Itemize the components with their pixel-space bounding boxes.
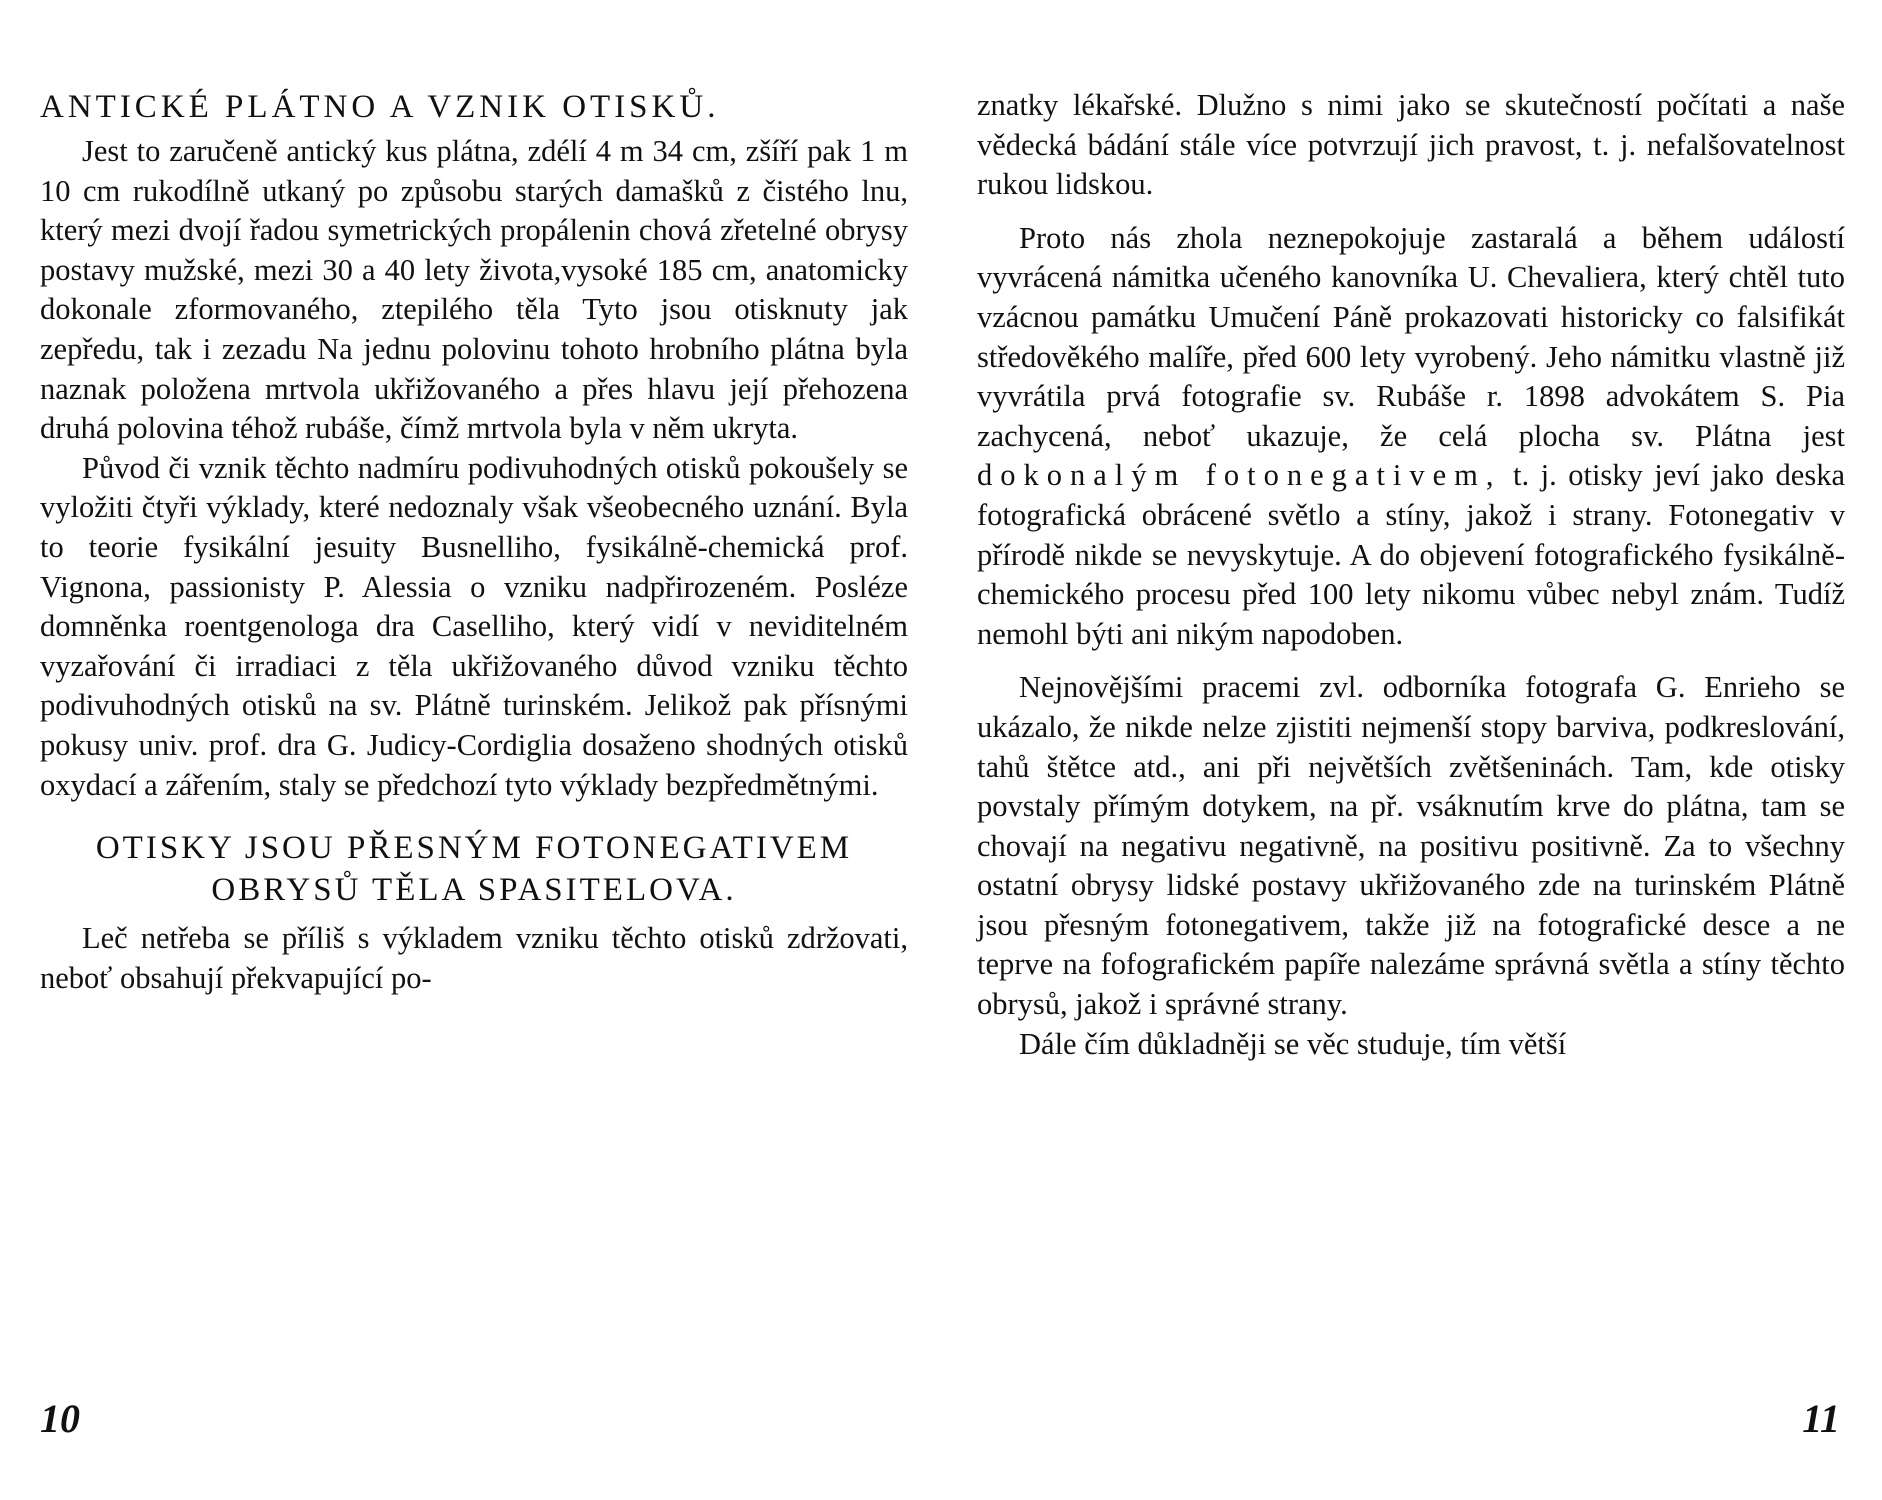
- paragraph: Leč netřeba se příliš s výkladem vzniku těchto otisků zdržovati, neboť obsahují překvapující po-: [40, 921, 908, 995]
- paragraph: Jest to zaručeně antický kus plátna, zdélí 4 m 34 cm, zšíří pak 1 m 10 cm rukodílně utkaný po způsobu starých damašků z čistého lnu, který mezi dvojí řadou symetrických propálenin chová zřetelné obrysy postavy mužské, mezi 30 a 40 lety života,vysoké 185 cm, anatomicky dokonale zformovaného, ztepilého těla Tyto jsou otisknuty jak zepředu, tak i zezadu Na jednu polovinu tohoto hrobního plátna byla naznak položena mrtvola ukřižovaného a přes hlavu její přehozena druhá polovina téhož rubáše, čímž mrtvola byla v něm ukryta.: [40, 134, 908, 446]
- paragraph-text: t. j. otisky jeví jako deska fotografická obrácené světlo a stíny, jakož i strany. Fotonegativ v přírodě nikde se nevyskytuje. A do objevení fotografického fysikálně-chemického procesu před 100 lety nikomu vůbec nebyl znám. Tudíž nemohl býti ani nikým napodoben.: [977, 458, 1845, 651]
- section-heading-line: OTISKY JSOU PŘESNÝM FOTONEGATIVEM: [95, 830, 853, 867]
- right-text-column: [977, 86, 1845, 1064]
- paragraph-continuation: znatky lékařské. Dlužno s nimi jako se skutečností počítati a naše vědecká bádání stále více potvrzují jich pravost, t. j. nefalšovatelnost rukou lidskou.: [977, 88, 1845, 202]
- paragraph: Původ či vznik těchto nadmíru podivuhodných otisků pokoušely se vyložiti čtyři výklady, které nedoznaly však všeobecného uznání. Byla to teorie fysikální jesuity Busnelliho, fysikálně-chemická prof. Vignona, passionisty P. Alessia o vzniku nadpřirozeném. Posléze domněnka roentgenologa dra Caselliho, který vidí v neviditelném vyzařování či irradiaci z těla ukřižovaného důvod vzniku těchto podivuhodných otisků na sv. Plátně turinském. Jelikož pak přísnými pokusy univ. prof. dra G. Judicy-Cordiglia dosaženo shodných otisků oxydací a zářením, staly se předchozí tyto výklady bezpředmětnými.: [40, 450, 908, 802]
- emphasized-text: dokonalým fotonegativem,: [977, 458, 1502, 493]
- section-heading-2: [40, 827, 908, 911]
- paragraph: Nejnovějšími pracemi zvl. odborníka fotografa G. Enrieho se ukázalo, že nikde nelze zjistiti nejmenší stopy barviva, podkreslování, tahů štětce atd., ani při největších zvětšeninách. Tam, kde otisky povstaly přímým dotykem, na př. vsáknutím krve do plátna, tam se chovají na negativu negativně, na positivu positivně. Za to všechny ostatní obrysy lidské postavy ukřižovaného zde na turinském Plátně jsou přesným fotonegativem, takže již na fotografické desce a ne teprve na fofografickém papíře nalezáme správná světla a stíny těchto obrysů, jakož i správné strany.: [977, 670, 1845, 1022]
- paragraph-text: Proto nás zhola neznepokojuje zastaralá a během událostí vyvrácená námitka učeného kanovníka U. Chevaliera, který chtěl tuto vzácnou památku Umučení Páně prokazovati historicky co falsifikát středověkého malíře, před 600 lety vyrobený. Jeho námitku vlastně již vyvrátila prvá fotografie sv. Rubáše r. 1898 advokátem S. Pia zachycená, neboť ukazuje, že celá plocha sv. Plátna jest: [977, 220, 1845, 453]
- section-heading: ANTICKÉ PLÁTNO A VZNIK OTISKŮ.: [40, 89, 720, 125]
- page-number: 11: [1802, 1396, 1840, 1441]
- page-number: 10: [40, 1396, 80, 1441]
- left-text-column: [40, 86, 908, 998]
- right-page: [941, 0, 1882, 1500]
- section-heading-line: OBRYSŮ TĚLA SPASITELOVA.: [211, 872, 737, 909]
- paragraph: Dále čím důkladněji se věc studuje, tím větší: [1019, 1026, 1567, 1061]
- paragraph: [977, 219, 1845, 655]
